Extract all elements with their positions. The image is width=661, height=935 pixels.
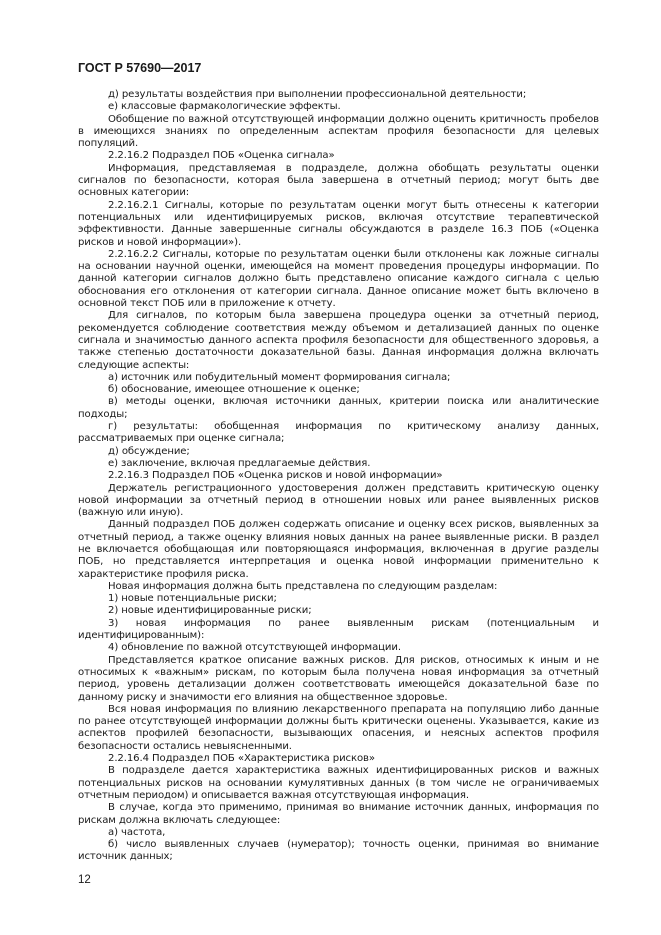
paragraph: Представляется краткое описание важных рисков. Для рисков, относимых к иным и не относимых к «важным» рискам, по которым была получена новая информация за отчетный период, уровень детализации должен соответствовать имеющейся доказательной базе по данному риску и значимости его влияния на общественное здоровье. xyxy=(78,654,599,703)
paragraph: Данный подраздел ПОБ должен содержать описание и оценку всех рисков, выявленных за отчетный период, а также оценку влияния новых данных на ранее выявленные риски. В раздел не включается обобщающая или повторяющаяся информация, включенная в другие разделы ПОБ, но представляется интерпретация и оценка новой информации применительно к характеристике профиля риска. xyxy=(78,519,599,580)
standard-header: ГОСТ Р 57690—2017 xyxy=(78,61,202,75)
paragraph: б) обоснование, имеющее отношение к оценке; xyxy=(108,384,360,396)
paragraph: 2.2.16.2.1 Сигналы, которые по результатам оценки могут быть отнесены к категории потенциальных или идентифицируемых рисков, включая отсутствие терапевтической эффективности. Данные завершенные сигналы обсуждаются в разделе 16.3 ПОБ («Оценка рисков и новой информации»). xyxy=(78,199,599,248)
paragraph: а) частота, xyxy=(108,826,166,838)
paragraph: Вся новая информация по влиянию лекарственного препарата на популяцию либо данные по ранее отсутствующей информации должны быть критически оценены. Указывается, какие из аспектов профилей безопасности, вызывающих опасения, и неясных аспектов профиля безопасности остались невыясненными. xyxy=(78,703,599,752)
paragraph: 4) обновление по важной отсутствующей информации. xyxy=(108,642,401,654)
paragraph: Для сигналов, по которым была завершена процедура оценки за отчетный период, рекомендуется соблюдение соответствия между объемом и детализацией данных по оценке сигнала и значимостью данного аспекта профиля безопасности для общественного здоровья, а также степенью достаточности доказательной базы. Данная информация должна включать следующие аспекты: xyxy=(78,310,599,371)
paragraph: д) обсуждение; xyxy=(108,445,190,457)
paragraph: Держатель регистрационного удостоверения должен представить критическую оценку новой информации за отчетный период в отношении новых или ранее выявленных рисков (важную или иную). xyxy=(78,482,599,519)
paragraph: Новая информация должна быть представлена по следующим разделам: xyxy=(108,580,498,592)
paragraph: Информация, представляемая в подразделе, должна обобщать результаты оценки сигналов по безопасности, которая была завершена в отчетный период; могут быть две основных категории: xyxy=(78,162,599,199)
paragraph: 1) новые потенциальные риски; xyxy=(108,593,277,605)
paragraph: 2) новые идентифицированные риски; xyxy=(108,605,312,617)
document-body xyxy=(78,89,599,864)
paragraph: а) источник или побудительный момент формирования сигнала; xyxy=(108,371,451,383)
paragraph: 3) новая информация по ранее выявленным рискам (потенциальным и идентифицированным): xyxy=(78,617,599,642)
paragraph: е) классовые фармакологические эффекты. xyxy=(108,101,341,113)
paragraph: г) результаты: обобщенная информация по критическому анализу данных, рассматриваемых при оценке сигнала; xyxy=(78,421,599,445)
paragraph: в) методы оценки, включая источники данных, критерии поиска или аналитические подходы; xyxy=(78,396,599,420)
paragraph: е) заключение, включая предлагаемые действия. xyxy=(108,457,371,469)
paragraph: Обобщение по важной отсутствующей информации должно оценить критичность пробелов в имеющихся знаниях по определенным аспектам профиля безопасности для целевых популяций. xyxy=(78,113,599,150)
paragraph: б) число выявленных случаев (нумератор); точность оценки, принимая во внимание источник данных; xyxy=(78,839,599,863)
paragraph: 2.2.16.2 Подраздел ПОБ «Оценка сигнала» xyxy=(108,150,335,162)
page-number: 12 xyxy=(78,874,91,886)
paragraph: 2.2.16.4 Подраздел ПОБ «Характеристика рисков» xyxy=(108,753,375,765)
paragraph: В случае, когда это применимо, принимая во внимание источник данных, информация по рискам должна включать следующее: xyxy=(78,802,599,826)
paragraph: В подразделе дается характеристика важных идентифицированных рисков и важных потенциальных рисков на основании кумулятивных данных (в том числе не ограничиваемых отчетным периодом) и описывается важная отсутствующая информация. xyxy=(78,765,599,801)
paragraph: 2.2.16.2.2 Сигналы, которые по результатам оценки были отклонены как ложные сигналы на основании научной оценки, имеющейся на момент проведения процедуры информации. По данной категории сигналов должно быть представлено описание каждого сигнала с целью обоснования его отклонения от категории сигнала. Данное описание может быть включено в основной текст ПОБ или в приложение к отчету. xyxy=(78,248,599,310)
paragraph: д) результаты воздействия при выполнении профессиональной деятельности; xyxy=(108,89,527,100)
paragraph: 2.2.16.3 Подраздел ПОБ «Оценка рисков и новой информации» xyxy=(108,470,443,482)
